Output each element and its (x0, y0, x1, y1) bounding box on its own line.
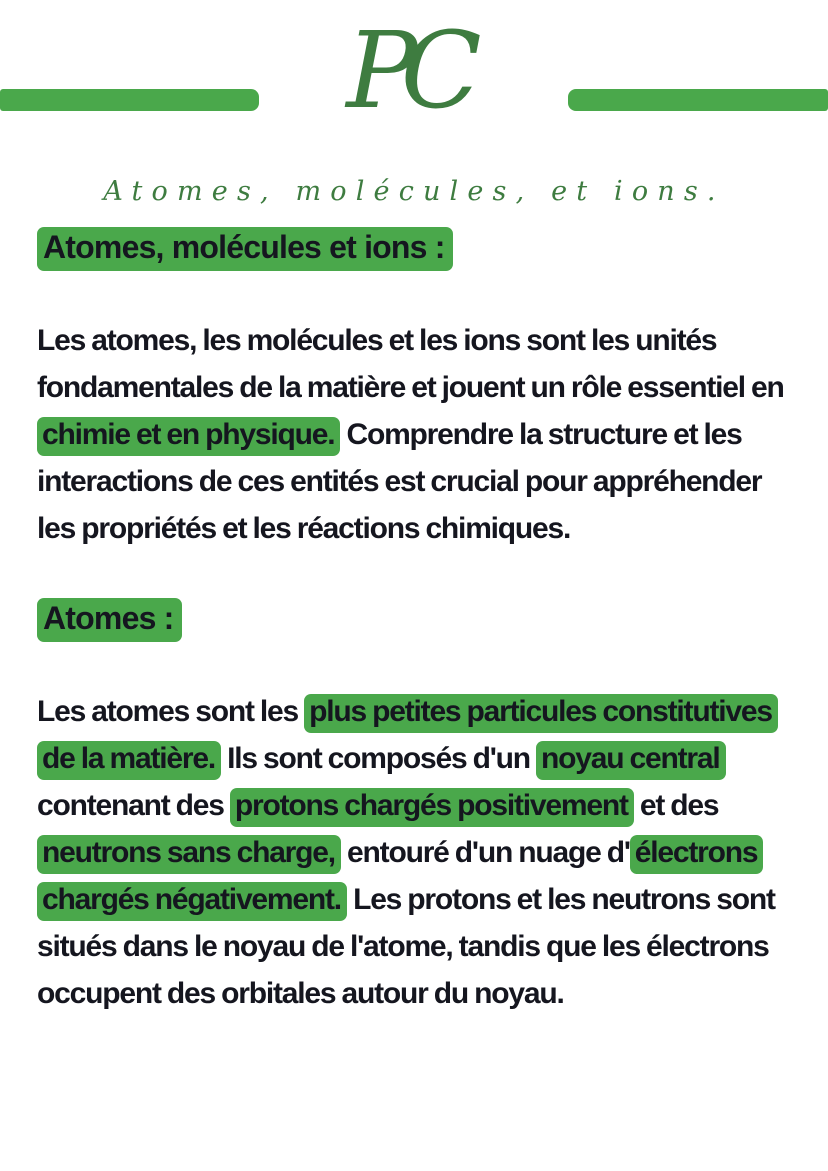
text-segment: Comprendre la structure et les interactions de ces entités est crucial pour appréhender les propriétés et les réactions chimiques. (37, 418, 762, 545)
highlighted-phrase: plus petites particules constitutives de la matière. (37, 694, 778, 780)
highlighted-phrase: électrons chargés négativement. (37, 835, 763, 921)
text-segment: Les atomes, les molécules et les ions sont les unités fondamentales de la matière et jouent un rôle essentiel en (37, 324, 784, 404)
highlighted-phrase: neutrons sans charge, (37, 835, 341, 874)
notes-content (37, 227, 794, 1017)
text-segment: et des (633, 789, 719, 822)
right-divider-bar (568, 89, 828, 111)
highlighted-phrase: chimie et en physique. (37, 417, 340, 456)
paragraph (37, 688, 794, 1017)
text-segment: entouré d'un nuage d' (340, 836, 630, 869)
text-segment: Ils sont composés d'un (220, 742, 537, 775)
text-segment: Les protons et les neutrons sont situés dans le noyau de l'atome, tandis que les électrons occupent des orbitales autour du noyau. (37, 883, 775, 1010)
section-heading (37, 598, 794, 638)
highlighted-heading-text: Atomes : (37, 598, 182, 642)
paragraph (37, 317, 794, 552)
section-atomes (37, 598, 794, 1017)
highlighted-phrase: noyau central (536, 741, 725, 780)
section-heading (37, 227, 794, 267)
text-segment: contenant des (37, 789, 230, 822)
highlighted-phrase: protons chargés positivement (230, 788, 634, 827)
page-title: Atomes, molécules, et ions. (103, 176, 725, 207)
brand-logo-monogram: PC (346, 9, 465, 132)
text-segment: Les atomes sont les (37, 695, 305, 728)
section-intro (37, 227, 794, 552)
highlighted-heading-text: Atomes, molécules et ions : (37, 227, 453, 271)
